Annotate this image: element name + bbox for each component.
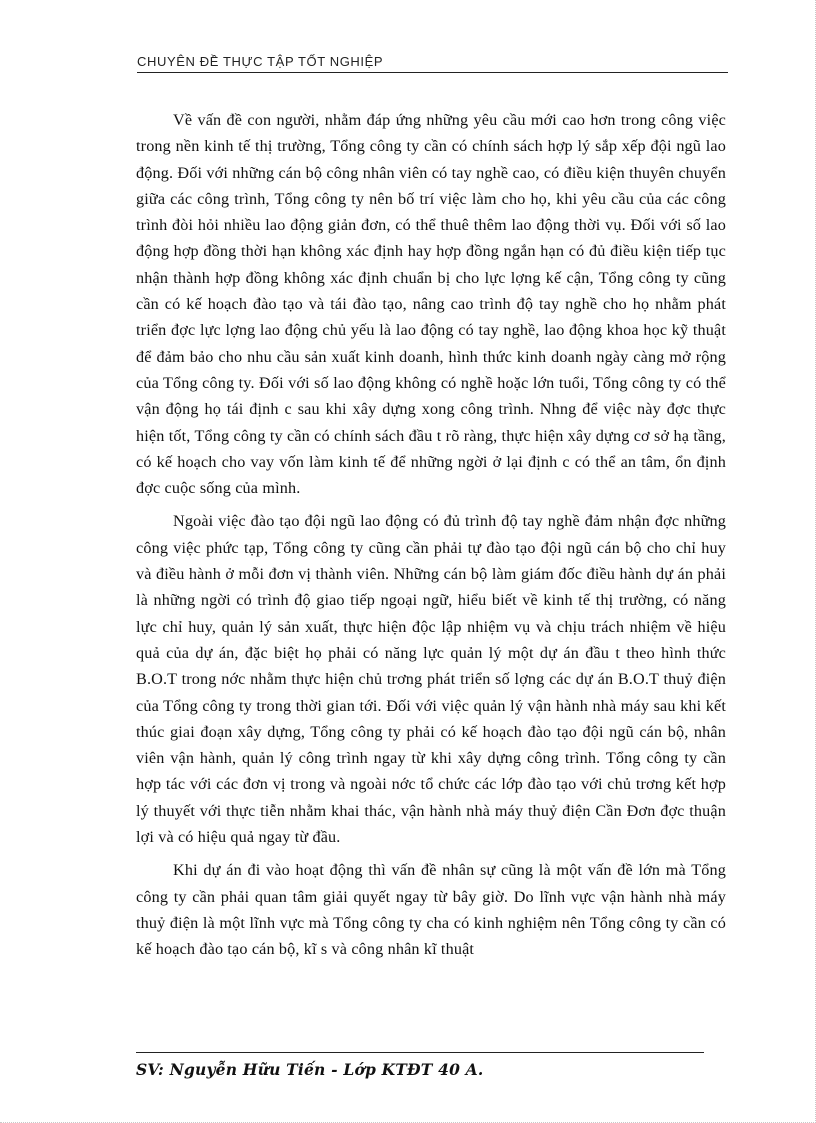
- header-title: CHUYÊN ĐỀ THỰC TẬP TỐT NGHIỆP: [137, 54, 384, 69]
- document-body: [136, 107, 726, 963]
- paragraph-1: Về vấn đề con người, nhằm đáp ứng những yêu cầu mới cao hơn trong công việc trong nền kinh tế thị trường, Tổng công ty cần có chính sách hợp lý sắp xếp đội ngũ lao động. Đối với những cán bộ công nhân viên có tay nghề cao, có điều kiện thuyên chuyển giữa các công trình, Tổng công ty nên bố trí việc làm cho họ, khi yêu cầu của các công trình đòi hỏi nhiều lao động giản đơn, có thể thuê thêm lao động thời vụ. Đối với số lao động hợp đồng thời hạn không xác định hay hợp đồng ngắn hạn có đủ điều kiện tiếp tục nhận thành hợp đồng không xác định chuẩn bị cho lực lợng kế cận, Tổng công ty cũng cần có kế hoạch đào tạo và tái đào tạo, nâng cao trình độ tay nghề cho họ nhằm phát triển đợc lực lợng lao động chủ yếu là lao động có tay nghề, lao động khoa học kỹ thuật để đảm bảo cho nhu cầu sản xuất kinh doanh, hình thức kinh doanh ngày càng mở rộng của Tổng công ty. Đối với số lao động không có nghề hoặc lớn tuổi, Tổng công ty có thể vận động họ tái định c sau khi xây dựng xong công trình. Nhng để việc này đợc thực hiện tốt, Tổng công ty cần có chính sách đầu t rõ ràng, thực hiện xây dựng cơ sở hạ tầng, có kế hoạch cho vay vốn làm kinh tế để những ngời ở lại định c có thể an tâm, ổn định đợc cuộc sống của mình.: [136, 111, 726, 498]
- paragraph-3: Khi dự án đi vào hoạt động thì vấn đề nhân sự cũng là một vấn đề lớn mà Tổng công ty cần phải quan tâm giải quyết ngay từ bây giờ. Do lĩnh vực vận hành nhà máy thuỷ điện là một lĩnh vực mà Tổng công ty cha có kinh nghiệm nên Tổng công ty cần có kế hoạch đào tạo cán bộ, kĩ s và công nhân kĩ thuật: [136, 861, 726, 959]
- footer-signature: SV: Nguyễn Hữu Tiến - Lớp KTĐT 40 A.: [136, 1060, 484, 1079]
- paragraph-2: Ngoài việc đào tạo đội ngũ lao động có đủ trình độ tay nghề đảm nhận đợc những công việc phức tạp, Tổng công ty cũng cần phải tự đào tạo đội ngũ cán bộ cho chỉ huy và điều hành ở mỗi đơn vị thành viên. Những cán bộ làm giám đốc điều hành dự án phải là những ngời có trình độ giao tiếp ngoại ngữ, hiểu biết về kinh tế thị trường, có năng lực chỉ huy, quản lý sản xuất, thực hiện độc lập nhiệm vụ và chịu trách nhiệm về hiệu quả của dự án, đặc biệt họ phải có năng lực quản lý một dự án đầu t theo hình thức B.O.T trong nớc nhằm thực hiện chủ trơng phát triển số lợng các dự án B.O.T thuỷ điện của Tổng công ty trong thời gian tới. Đối với việc quản lý vận hành nhà máy sau khi kết thúc giai đoạn xây dựng, Tổng công ty phải có kế hoạch đào tạo đội ngũ cán bộ, nhân viên vận hành, quản lý công trình ngay từ khi xây dựng công trình. Tổng công ty cần hợp tác với các đơn vị trong và ngoài nớc tổ chức các lớp đào tạo với chủ trơng kết hợp lý thuyết với thực tiễn nhằm khai thác, vận hành nhà máy thuỷ điện Cần Đơn đợc thuận lợi và có hiệu quả ngay từ đầu.: [136, 512, 726, 847]
- footer-divider: [136, 1052, 704, 1053]
- page-header: [137, 50, 728, 73]
